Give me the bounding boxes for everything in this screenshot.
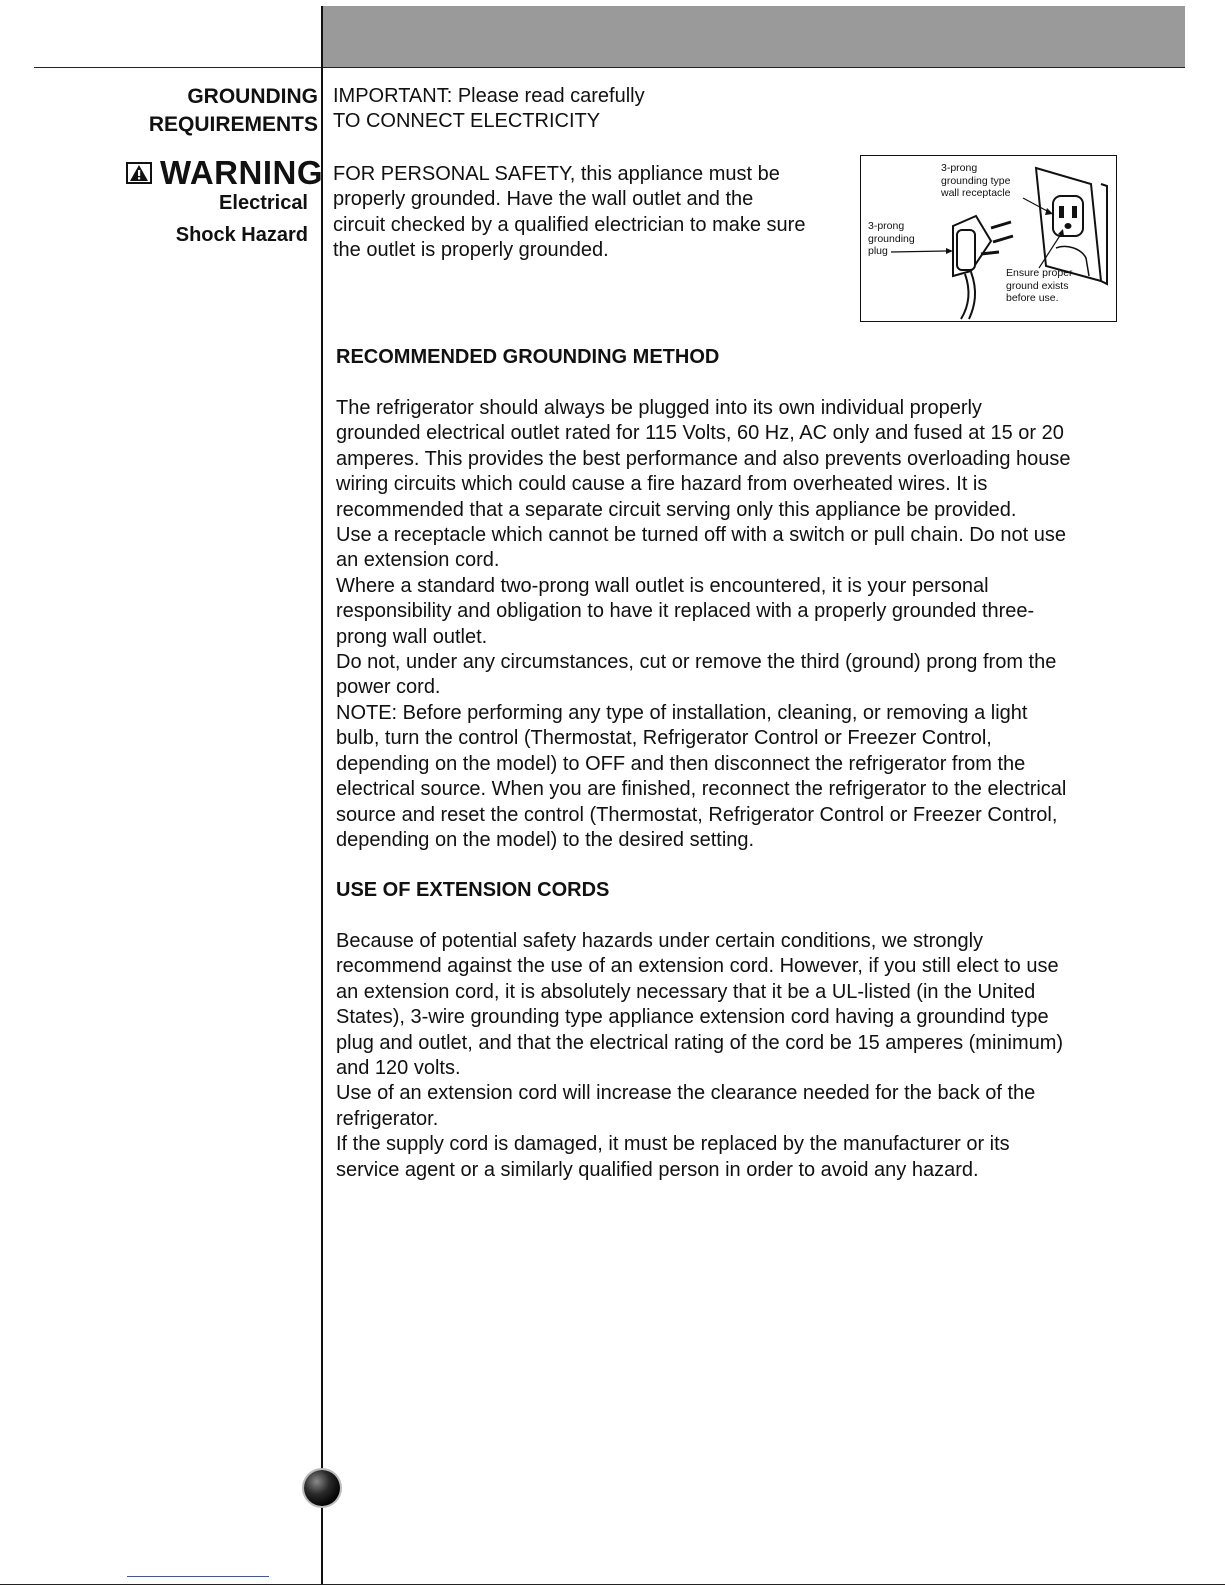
text-line: refrigerator. bbox=[336, 1107, 439, 1130]
text-line: recommended that a separate circuit serving only this appliance be provided. bbox=[336, 498, 1017, 521]
text-line: wiring circuits which could cause a fire hazard from overheated wires. It is bbox=[336, 473, 988, 496]
safety-line4: the outlet is properly grounded. bbox=[333, 239, 609, 262]
intro-line2: TO CONNECT ELECTRICITY bbox=[333, 110, 601, 133]
text-line: recommend against the use of an extension cord. However, if you still elect to use bbox=[336, 955, 1059, 978]
side-heading-line2: REQUIREMENTS bbox=[148, 113, 318, 136]
extension-cords-body bbox=[336, 929, 1063, 1183]
header-rule bbox=[34, 67, 1185, 68]
footer-link-underline bbox=[127, 1576, 269, 1577]
text-line: responsibility and obligation to have it replaced with a properly grounded three- bbox=[336, 600, 1035, 623]
plug-label-line2: grounding bbox=[868, 232, 915, 245]
ensure-label-line3: before use. bbox=[1006, 292, 1059, 304]
plug-label-line3: plug bbox=[868, 245, 888, 257]
text-line: The refrigerator should always be plugged into its own individual properly bbox=[336, 397, 982, 419]
intro-block bbox=[333, 84, 645, 135]
text-line: States), 3-wire grounding type appliance extension cord having a groundind type bbox=[336, 1006, 1049, 1029]
text-line: prong wall outlet. bbox=[336, 625, 488, 648]
receptacle-label-line2: grounding type bbox=[941, 174, 1011, 187]
receptacle-label bbox=[941, 162, 1010, 200]
warning-triangle-icon bbox=[126, 162, 152, 184]
side-heading-line1: GROUNDING bbox=[187, 85, 318, 108]
ensure-label bbox=[1006, 267, 1073, 305]
text-line: Do not, under any circumstances, cut or remove the third (ground) prong from the bbox=[336, 651, 1057, 674]
text-line: depending on the model) to the desired setting. bbox=[336, 828, 755, 851]
hazard-line1: Electrical bbox=[219, 192, 308, 214]
header-bar bbox=[322, 6, 1185, 67]
receptacle-label-line3: wall receptacle bbox=[941, 187, 1011, 199]
text-line: service agent or a similarly qualified person in order to avoid any hazard. bbox=[336, 1158, 979, 1181]
text-line: depending on the model) to OFF and then disconnect the refrigerator from the bbox=[336, 752, 1026, 775]
ensure-label-line2: ground exists bbox=[1006, 279, 1069, 292]
safety-line2: properly grounded. Have the wall outlet and the bbox=[333, 188, 754, 211]
text-line: bulb, turn the control (Thermostat, Refrigerator Control or Freezer Control, bbox=[336, 727, 992, 750]
grounding-diagram bbox=[860, 155, 1117, 322]
grounding-method-section bbox=[336, 346, 1071, 853]
text-line: an extension cord. bbox=[336, 549, 500, 572]
text-line: grounded electrical outlet rated for 115 Volts, 60 Hz, AC only and fused at 15 or 20 bbox=[336, 422, 1064, 445]
warning-text: WARNING bbox=[160, 154, 323, 191]
text-line: source and reset the control (Thermostat, Refrigerator Control or Freezer Control, bbox=[336, 803, 1058, 826]
text-line: Use a receptacle which cannot be turned off with a switch or pull chain. Do not use bbox=[336, 524, 1067, 547]
text-line: and 120 volts. bbox=[336, 1057, 461, 1080]
warning-label bbox=[126, 155, 323, 191]
ensure-label-line1: Ensure proper bbox=[1006, 267, 1073, 279]
safety-block bbox=[333, 162, 805, 264]
text-line: power cord. bbox=[336, 676, 441, 699]
grounding-method-title: RECOMMENDED GROUNDING METHOD bbox=[336, 346, 720, 368]
grounding-method-body bbox=[336, 396, 1071, 853]
text-line: electrical source. When you are finished, reconnect the refrigerator to the electrical bbox=[336, 778, 1067, 801]
page-marker-dot bbox=[304, 1470, 340, 1506]
text-line: Because of potential safety hazards under certain conditions, we strongly bbox=[336, 930, 984, 952]
plug-label bbox=[868, 220, 915, 258]
text-line: Use of an extension cord will increase the clearance needed for the back of the bbox=[336, 1082, 1036, 1105]
receptacle-label-line1: 3-prong bbox=[941, 162, 978, 174]
text-line: Where a standard two-prong wall outlet is encountered, it is your personal bbox=[336, 574, 989, 597]
safety-line3: circuit checked by a qualified electrician to make sure bbox=[333, 213, 806, 236]
safety-line1: FOR PERSONAL SAFETY, this appliance must be bbox=[333, 163, 780, 185]
plug-label-line1: 3-prong bbox=[868, 220, 905, 232]
extension-cords-section bbox=[336, 879, 1063, 1183]
text-line: an extension cord, it is absolutely necessary that it be a UL-listed (in the United bbox=[336, 980, 1036, 1003]
extension-cords-title: USE OF EXTENSION CORDS bbox=[336, 879, 610, 901]
hazard-line2: Shock Hazard bbox=[175, 224, 308, 246]
intro-line1: IMPORTANT: Please read carefully bbox=[333, 85, 645, 107]
text-line: NOTE: Before performing any type of installation, cleaning, or removing a light bbox=[336, 701, 1028, 724]
text-line: plug and outlet, and that the electrical rating of the cord be 15 amperes (minimum) bbox=[336, 1031, 1064, 1054]
text-line: If the supply cord is damaged, it must be replaced by the manufacturer or its bbox=[336, 1133, 1010, 1156]
text-line: amperes. This provides the best performance and also prevents overloading house bbox=[336, 447, 1071, 470]
vertical-divider bbox=[321, 6, 323, 1585]
